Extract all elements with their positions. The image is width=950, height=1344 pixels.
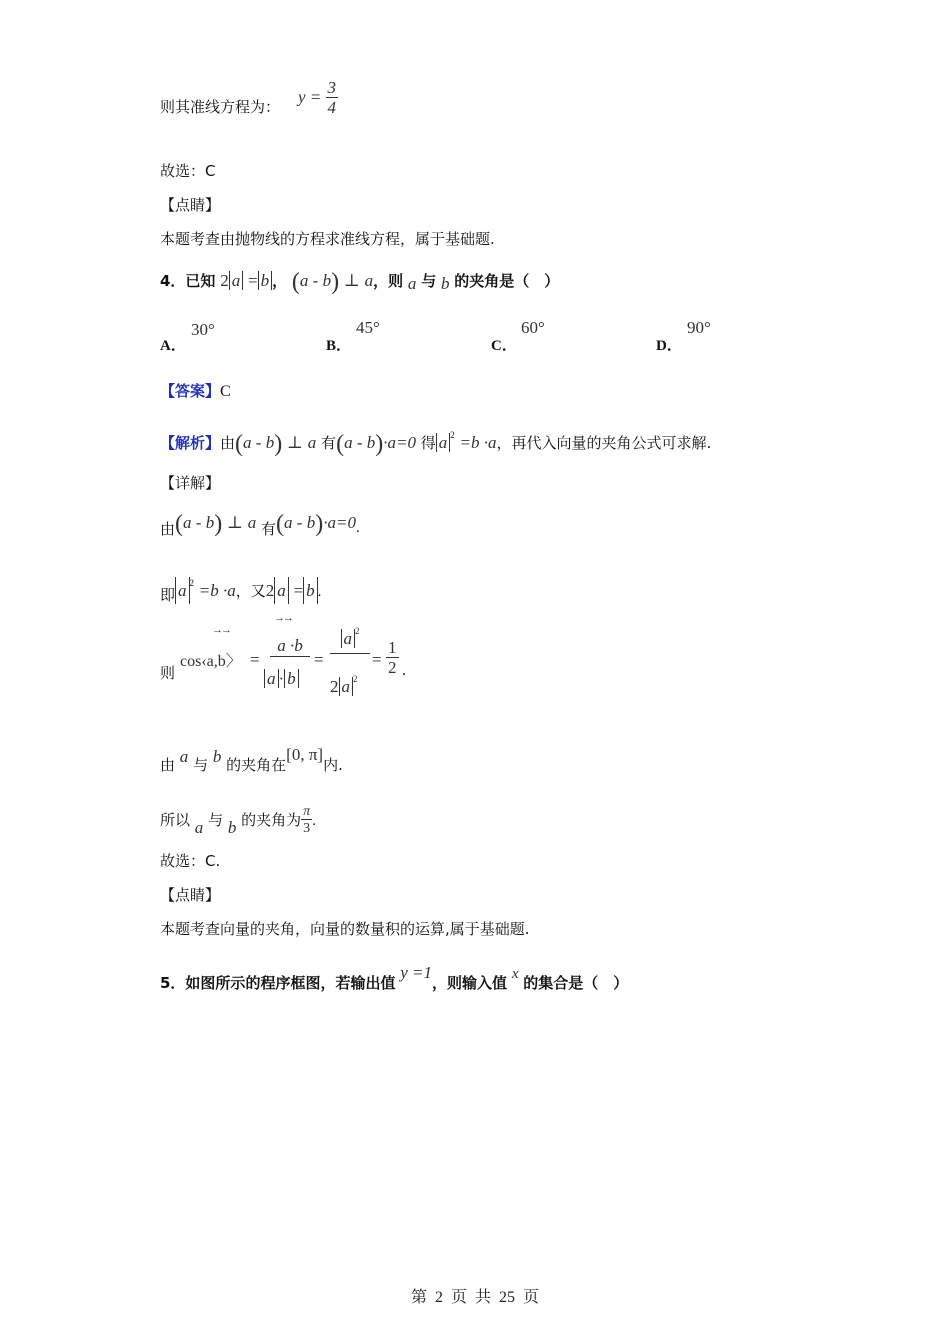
option-c-label[interactable]: C． — [491, 338, 517, 354]
den1-a: a — [264, 669, 279, 688]
num1-arrows: →→ — [274, 612, 292, 624]
analysis-t5: =b ·a — [459, 433, 497, 452]
detail-l2-coef: 2 — [265, 581, 275, 600]
cos-expression: cos‹a,b〉 — [180, 653, 242, 670]
q4-perp: ⊥ — [343, 271, 360, 290]
detail-l5-a: a — [194, 818, 204, 837]
q5-y-eq: y =1 — [400, 963, 433, 982]
q4-cond2-rhs: a — [364, 271, 374, 290]
fraction1-den — [264, 664, 299, 694]
q5-mid: ，则输入值 — [432, 974, 508, 992]
dianjing-tag: 【点睛】 — [160, 886, 221, 904]
q5-ask: 的集合是（ ） — [523, 974, 629, 992]
option-c-value: 60° — [521, 318, 545, 337]
prev-choice: 故选：C — [160, 162, 216, 180]
question-5 — [160, 962, 628, 994]
detail-l5-b: b — [227, 818, 237, 837]
detail-l1-prefix: 由 — [160, 520, 176, 538]
detail-l4-end: 内. — [323, 756, 343, 774]
cos-eq1: = — [250, 650, 260, 669]
analysis-tag: 【解析】 — [160, 434, 221, 452]
detail-l4-mid: 的夹角在 — [226, 756, 287, 774]
answer-value: C — [220, 383, 231, 400]
num2-a: a — [341, 629, 356, 648]
cos-eq2: = — [314, 650, 324, 669]
analysis-t6: ，再代入向量的夹角公式可求解. — [496, 434, 712, 452]
answer-tag: 【答案】 — [160, 382, 221, 400]
detail-l1-tail: ·a=0 — [323, 513, 356, 532]
detail-l2-rhs: =b ·a — [198, 581, 236, 600]
q4-cond1-eq: = — [248, 271, 258, 290]
half-den: 2 — [388, 658, 397, 677]
fraction1-num: a ·b — [270, 636, 310, 657]
detail-l4-b: b — [212, 747, 222, 766]
q4-number: 4．已知 — [160, 272, 216, 290]
cos-eq3: = — [372, 650, 382, 669]
directrix-line — [160, 96, 280, 118]
q5-number: 5．如图所示的程序框图，若输出值 — [160, 974, 396, 992]
detail-l5-fraction — [301, 804, 312, 837]
detail-line-3-prefix: 则 — [160, 664, 176, 682]
q4-and: 与 — [421, 272, 437, 290]
detail-l2-end: . — [317, 584, 322, 600]
fraction2-den: 2 a $^2$ — [330, 674, 358, 696]
half-num: 1 — [388, 638, 397, 657]
prev-dianjing-tag: 【点睛】 — [160, 196, 221, 214]
q4-sep: ， — [272, 272, 288, 290]
detail-l3-end: . — [402, 662, 406, 679]
detail-l5-den: 3 — [303, 821, 311, 836]
den2-coef: 2 — [330, 677, 339, 696]
dianjing-text: 本题考查向量的夹角，向量的数量积的运算,属于基础题. — [160, 920, 530, 938]
detail-l5-end: . — [312, 813, 316, 829]
q4-then: ，则 — [373, 272, 404, 290]
page-footer: 第 2 页 共 25 页 — [410, 1289, 539, 1306]
directrix-fraction — [326, 78, 339, 117]
analysis-sq: 2 — [450, 430, 455, 440]
directrix-num: 3 — [327, 78, 337, 97]
den1-b: b — [284, 669, 299, 688]
detail-line-4 — [160, 744, 343, 776]
option-a-label[interactable]: A． — [160, 338, 186, 354]
option-d-label[interactable]: D． — [656, 338, 682, 354]
detail-l2-prefix: 即 — [160, 586, 176, 604]
option-d-value: 90° — [687, 318, 711, 337]
detail-l1-mid: 有 — [261, 520, 277, 538]
analysis-t1: 由 — [220, 434, 236, 452]
question-4: 4．已知 2 a = b ， (a - b) ⊥ a，则 a 与 b 的夹角是（ ） — [160, 269, 560, 295]
q5-x: x — [511, 966, 519, 982]
detail-line-1: 由(a - b) ⊥ a 有(a - b)·a=0. — [160, 511, 360, 538]
detail-tag: 【详解】 — [160, 474, 221, 492]
detail-line-5 — [160, 804, 316, 839]
analysis-line: 【解析】由(a - b) ⊥ a 有(a - b)·a=0 得 a $^2$ =b ·a，再代入向量的夹角公式可求解. — [160, 430, 712, 457]
q4-var-b: b — [441, 274, 450, 293]
detail-l5-num: π — [303, 804, 311, 819]
q4-cond2-a: a — [299, 271, 309, 290]
detail-choice: 故选：C. — [160, 852, 221, 870]
option-b-label[interactable]: B． — [326, 338, 352, 354]
directrix-equation — [298, 78, 338, 117]
half-fraction — [386, 638, 399, 677]
detail-l1-end: . — [355, 520, 360, 536]
analysis-t2: 有 — [321, 434, 337, 452]
detail-l4-a: a — [179, 747, 189, 766]
directrix-prefix: 则其准线方程为： — [160, 98, 281, 116]
detail-l5-mid: 的夹角为 — [241, 811, 302, 829]
detail-l2-sq: 2 — [189, 578, 195, 588]
analysis-t3: ·a=0 — [383, 433, 416, 452]
detail-l2-mid: ，又 — [235, 582, 266, 600]
directrix-den: 4 — [327, 98, 337, 117]
detail-l4-and: 与 — [193, 756, 209, 774]
detail-l5-and: 与 — [208, 811, 224, 829]
q4-cond1-b: b — [258, 271, 273, 290]
option-a-value: 30° — [191, 320, 215, 339]
q4-var-a: a — [407, 274, 417, 293]
den1-dot: · — [278, 669, 285, 688]
den2-a: a — [339, 677, 354, 696]
detail-line-2: 即 a $^2$ =b ·a，又2 a = b . — [160, 578, 322, 604]
detail-l4-interval: [0, π] — [286, 745, 324, 764]
detail-l4-prefix: 由 — [160, 756, 176, 774]
analysis-t4: 得 — [420, 434, 436, 452]
q4-cond2-minus: - — [308, 271, 323, 290]
q4-cond1-coef: 2 — [220, 271, 229, 290]
cos-arrows: →→ — [212, 624, 230, 636]
answer-line — [160, 380, 231, 403]
detail-l5-prefix: 所以 — [160, 811, 191, 829]
prev-dianjing-text: 本题考查由抛物线的方程求准线方程，属于基础题. — [160, 230, 495, 248]
q4-ask: 的夹角是（ ） — [454, 272, 560, 290]
directrix-eq-left: y = — [298, 87, 322, 107]
fraction2-num: a $^2$ — [330, 626, 370, 654]
q4-cond1-a: a — [229, 271, 244, 290]
q4-cond2-b: b — [322, 271, 332, 290]
option-b-value: 45° — [356, 318, 380, 337]
